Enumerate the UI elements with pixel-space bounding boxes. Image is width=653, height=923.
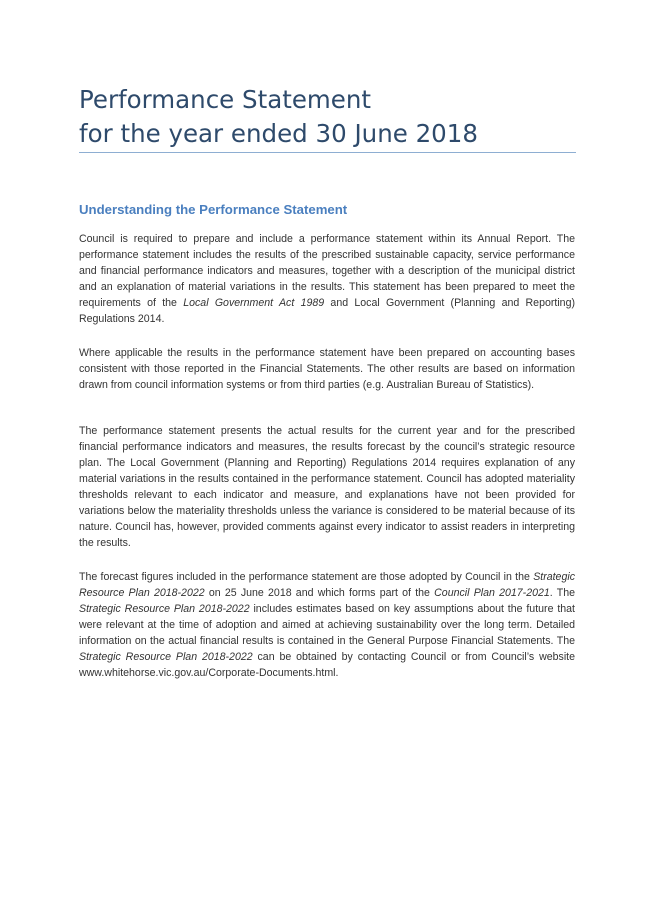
paragraph-1-text-b: and Local Government (Planning and Reporting) Regulations 2014. bbox=[79, 297, 575, 325]
paragraph-1-act-name: Local Government Act 1989 bbox=[183, 297, 325, 309]
paragraph-4 bbox=[79, 569, 575, 681]
paragraph-4-text-b: on 25 June 2018 and which forms part of the bbox=[204, 587, 435, 599]
paragraph-4-srp-ref-3: Strategic Resource Plan 2018-2022 bbox=[79, 651, 253, 663]
title-line-2: for the year ended 30 June 2018 bbox=[79, 119, 478, 148]
paragraph-4-council-plan-ref: Council Plan 2017-2021 bbox=[434, 587, 550, 599]
paragraph-1-text-a: Council is required to prepare and include a performance statement within its Annual Report. The performance statement includes the results of the prescribed sustainable capacity, service performance and financial performance indicators and measures, together with a description of the municipal district and an explanation of material variations in the results. This statement has been prepared to meet the requirements of the bbox=[79, 233, 575, 309]
paragraph-3: The performance statement presents the actual results for the current year and for the prescribed financial performance indicators and measures, the results forecast by the council’s strategic resource plan. The Local Government (Planning and Reporting) Regulations 2014 requires explanation of any material variations in the results contained in the performance statement. Council has adopted materiality thresholds relevant to each indicator and measure, and explanations have not been provided for variations below the materiality thresholds unless the variance is considered to be material because of its nature. Council has, however, provided comments against every indicator to assist readers in interpreting the results. bbox=[79, 425, 575, 549]
paragraph-2: Where applicable the results in the performance statement have been prepared on accounting bases consistent with those reported in the Financial Statements. The other results are based on information drawn from council information systems or from third parties (e.g. Australian Bureau of Statistics). bbox=[79, 347, 575, 391]
paragraph-4-text-d: includes estimates based on key assumptions about the future that were relevant at the time of adoption and aimed at achieving sustainability over the long term. Detailed information on the actual financial results is contained in the General Purpose Financial Statements. The bbox=[79, 603, 575, 647]
page-title bbox=[79, 83, 576, 151]
title-divider bbox=[79, 152, 576, 153]
section-heading: Understanding the Performance Statement bbox=[79, 202, 348, 217]
paragraph-4-text-a: The forecast figures included in the performance statement are those adopted by Council in the bbox=[79, 571, 534, 583]
paragraph-1 bbox=[79, 231, 575, 327]
paragraph-4-srp-ref-1: Strategic Resource Plan 2018-2022 bbox=[79, 571, 575, 599]
title-line-1: Performance Statement bbox=[79, 85, 371, 114]
paragraph-4-text-e: can be obtained by contacting Council or from Council’s website www.whitehorse.vic.gov.au/Corporate-Documents.html. bbox=[79, 651, 576, 679]
paragraph-4-srp-ref-2: Strategic Resource Plan 2018-2022 bbox=[79, 603, 250, 615]
paragraph-4-text-c: . The bbox=[549, 587, 576, 599]
